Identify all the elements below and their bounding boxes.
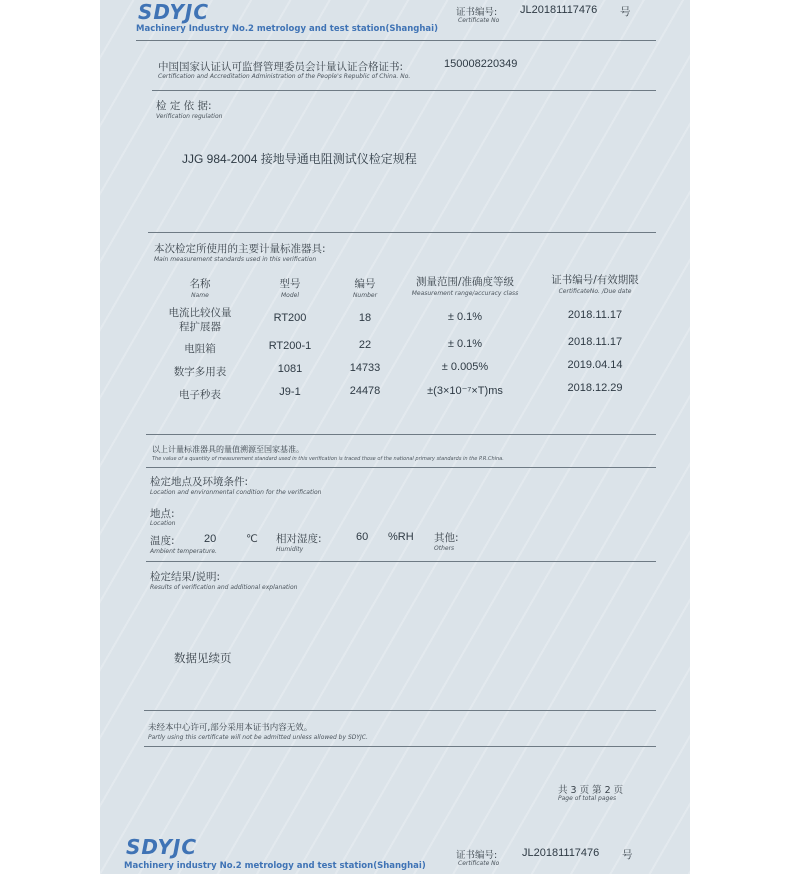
conditions-label: 检定地点及环境条件: xyxy=(150,476,249,488)
table-row-number: 22 xyxy=(358,339,372,351)
temperature-label: 温度: xyxy=(150,535,175,547)
table-row-range: ± 0.1% xyxy=(447,338,483,350)
traceability-divider xyxy=(146,467,656,468)
others-label-en: Others xyxy=(434,545,455,552)
certificate-page xyxy=(100,0,690,874)
table-row-name: 数字多用表 xyxy=(173,366,227,378)
station-name: Machinery Industry No.2 metrology and test station(Shanghai) xyxy=(136,24,438,34)
table-row-number: 18 xyxy=(358,312,372,324)
cert-no-label-en: Certificate No xyxy=(458,17,500,24)
regulation-divider xyxy=(148,232,656,233)
notice-divider xyxy=(144,746,656,747)
sdyjc-logo: SDYJC xyxy=(126,835,198,859)
humidity-label-en: Humidity xyxy=(276,546,304,553)
page-number-en: Page of total pages xyxy=(558,795,617,802)
cert-no-suffix: 号 xyxy=(620,6,631,18)
col-header-name: 名称 Name xyxy=(189,278,211,299)
table-row-range: ±(3×10⁻⁷×T)ms xyxy=(427,385,503,397)
temperature-unit: ℃ xyxy=(246,533,258,545)
table-row-due: 2018.12.29 xyxy=(567,382,623,394)
results-label-en: Results of verification and additional explanation xyxy=(150,584,298,591)
humidity-value: 60 xyxy=(356,531,369,543)
table-row-model: 1081 xyxy=(277,363,303,375)
temperature-value: 20 xyxy=(204,533,217,545)
accreditation-label: 中国国家认证认可监督管理委员会计量认证合格证书: xyxy=(158,61,404,73)
table-row-name: 电阻箱 xyxy=(184,343,216,355)
table-row-number: 14733 xyxy=(349,362,381,374)
temperature-label-en: Ambient temperature. xyxy=(150,548,217,555)
col-header-model: 型号 Model xyxy=(279,278,301,299)
col-header-range: 测量范围/准确度等级 Measurement range/accuracy class xyxy=(411,276,519,297)
conditions-divider xyxy=(146,561,656,562)
regulation-label: 检 定 依 据: xyxy=(156,100,212,112)
accreditation-label-en: Certification and Accreditation Administration of the People's Republic of China. No. xyxy=(158,73,411,80)
table-row-model: RT200-1 xyxy=(268,340,312,352)
standards-label: 本次检定所使用的主要计量标准器具: xyxy=(154,243,326,255)
traceability-text-en: The value of a quantity of measurement standard used in this verification is traced those of the national primary standards in the P.R.China. xyxy=(152,456,504,462)
table-row-number: 24478 xyxy=(349,385,381,397)
cert-no-label: 证书编号: xyxy=(456,850,498,861)
humidity-unit: %RH xyxy=(388,531,414,543)
cert-no: JL20181117476 xyxy=(520,4,598,16)
location-label: 地点: xyxy=(150,508,175,520)
page-number: 共 3 页 第 2 页 xyxy=(558,785,624,796)
table-row-range: ± 0.005% xyxy=(441,361,489,373)
conditions-label-en: Location and environmental condition for the verification xyxy=(150,489,322,496)
station-name: Machinery industry No.2 metrology and test station(Shanghai) xyxy=(124,861,426,871)
results-divider xyxy=(144,710,656,711)
table-row-name: 电流比较仪量程扩展器 xyxy=(168,307,232,333)
standards-divider xyxy=(146,434,656,435)
accreditation-number: 150008220349 xyxy=(444,58,518,70)
table-row-due: 2018.11.17 xyxy=(567,336,623,348)
regulation-value: JJG 984-2004 接地导通电阻测试仪检定规程 xyxy=(182,152,417,166)
table-row-model: RT200 xyxy=(273,312,307,324)
cert-no-suffix: 号 xyxy=(622,849,633,861)
table-row-model: J9-1 xyxy=(279,386,301,398)
header-divider xyxy=(136,40,656,41)
sdyjc-logo: SDYJC xyxy=(138,0,210,24)
table-row-due: 2018.11.17 xyxy=(567,309,623,321)
cert-no-label-en: Certificate No xyxy=(458,860,500,867)
table-row-name: 电子秒表 xyxy=(179,389,221,401)
cert-no-label: 证书编号: xyxy=(456,7,498,18)
humidity-label: 相对湿度: xyxy=(276,533,322,545)
col-header-cert: 证书编号/有效期限 CertificateNo. /Due date xyxy=(551,274,639,295)
cert-no: JL20181117476 xyxy=(522,847,600,859)
others-label: 其他: xyxy=(434,532,459,544)
accreditation-divider xyxy=(152,90,656,91)
location-label-en: Location xyxy=(150,520,176,527)
results-label: 检定结果/说明: xyxy=(150,571,221,583)
traceability-text: 以上计量标准器具的量值溯源至国家基准。 xyxy=(152,445,304,454)
results-value: 数据见续页 xyxy=(174,651,232,665)
table-row-range: ± 0.1% xyxy=(447,311,483,323)
notice-text-en: Partly using this certificate will not be admitted unless allowed by SDYJC. xyxy=(148,734,368,741)
regulation-label-en: Verification regulation xyxy=(156,113,223,120)
col-header-number: 编号 Number xyxy=(352,278,378,299)
standards-label-en: Main measurement standards used in this verification xyxy=(154,256,317,263)
table-row-due: 2019.04.14 xyxy=(567,359,623,371)
notice-text: 未经本中心许可,部分采用本证书内容无效。 xyxy=(148,723,313,733)
